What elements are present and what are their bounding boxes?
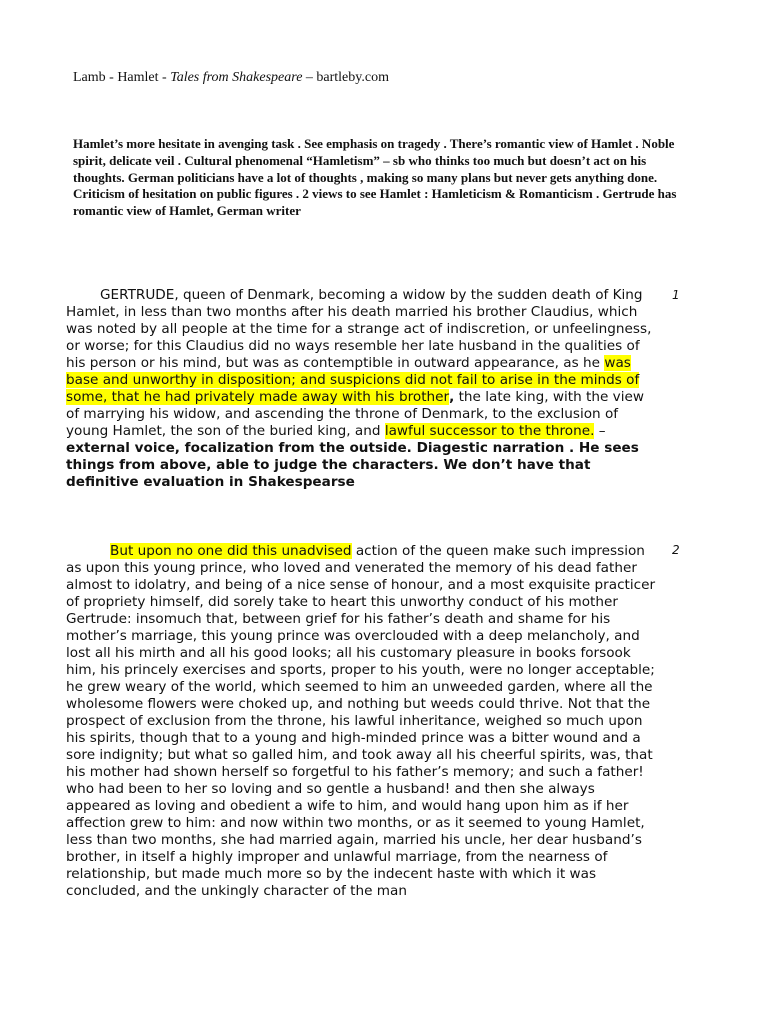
header-book-title: Tales from Shakespeare <box>170 70 303 85</box>
paragraph-1 <box>66 287 656 491</box>
header-prefix: Lamb - Hamlet - <box>73 70 171 85</box>
p1-dash: – <box>594 423 606 439</box>
p1-highlight-1: was base and unworthy in disposition; and suspicions did not fail to arise in the minds of some, that he had privately made away with his brother <box>66 355 640 405</box>
document-header <box>73 69 389 86</box>
paragraph-number-2: 2 <box>672 543 680 557</box>
paragraph-2 <box>66 543 656 900</box>
p1-text-1: GERTRUDE, queen of Denmark, becoming a widow by the sudden death of King Hamlet, in less than two months after his death married his brother Claudius, which was noted by all people at the time for a strange act of indiscretion, or unfeelingness, or worse; for this Claudius did no ways resemble her late husband in the qualities of his person or his mind, but was as contemptible in outward appearance, as he <box>66 287 652 371</box>
p2-text-1: action of the queen make such impression as upon this young prince, who loved and venerated the memory of his dead father almost to idolatry, and being of a nice sense of honour, and a most exquisite practicer of propriety himself, did sorely take to heart this unworthy conduct of his mother Gertrude: insomuch that, between grief for his father’s death and shame for his mother’s marriage, this young prince was overclouded with a deep melancholy, and lost all his mirth and all his good looks; all his customary pleasure in books forsook him, his princely exercises and sports, proper to his youth, were no longer acceptable; he grew weary of the world, which seemed to him an unweeded garden, where all the wholesome flowers were choked up, and nothing but weeds could thrive. Not that the prospect of exclusion from the throne, his lawful inheritance, weighed so much upon his spirits, though that to a young and high-minded prince was a bitter wound and a sore indignity; but what so galled him, and took away all his cheerful spirits, was, that his mother had shown herself so forgetful to his father’s memory; and such a father! who had been to her so loving and so gentle a husband! and then she always appeared as loving and obedient a wife to him, and would hang upon him as if her affection grew to him: and now within two months, or as it seemed to young Hamlet, less than two months, she had married again, married his uncle, her dear husband’s brother, in itself a highly improper and unlawful marriage, from the nearness of relationship, but made much more so by the indecent haste with which it was concluded, and the unkingly character of the man <box>66 543 656 899</box>
p1-highlight-2: lawful successor to the throne. <box>384 423 595 439</box>
study-notes: Hamlet’s more hesitate in avenging task . See emphasis on tragedy . There’s romantic view of Hamlet . Noble spirit, delicate veil . Cultural phenomenal “Hamletism” – sb who thinks too much but doesn’t act on his thoughts. German politicians have a lot of thoughts , making so many plans but never gets anything done. Criticism of hesitation on public figures . 2 views to see Hamlet : Hamleticism & Romanticism . Gertrude has romantic view of Hamlet, German writer <box>73 136 677 219</box>
p1-comma: , <box>449 389 455 405</box>
p1-annotation: external voice, focalization from the outside. Diagestic narration . He sees things from above, able to judge the characters. We don’t have that definitive evaluation in Shakespearse <box>66 440 639 490</box>
paragraph-number-1: 1 <box>672 288 680 302</box>
p2-highlight-1: But upon no one did this unadvised <box>110 543 352 559</box>
header-suffix: – bartleby.com <box>302 70 389 85</box>
p1-text-2: the late king, with the view of marrying his widow, and ascending the throne of Denmark, to the exclusion of young Hamlet, the son of the buried king, and <box>66 389 644 439</box>
